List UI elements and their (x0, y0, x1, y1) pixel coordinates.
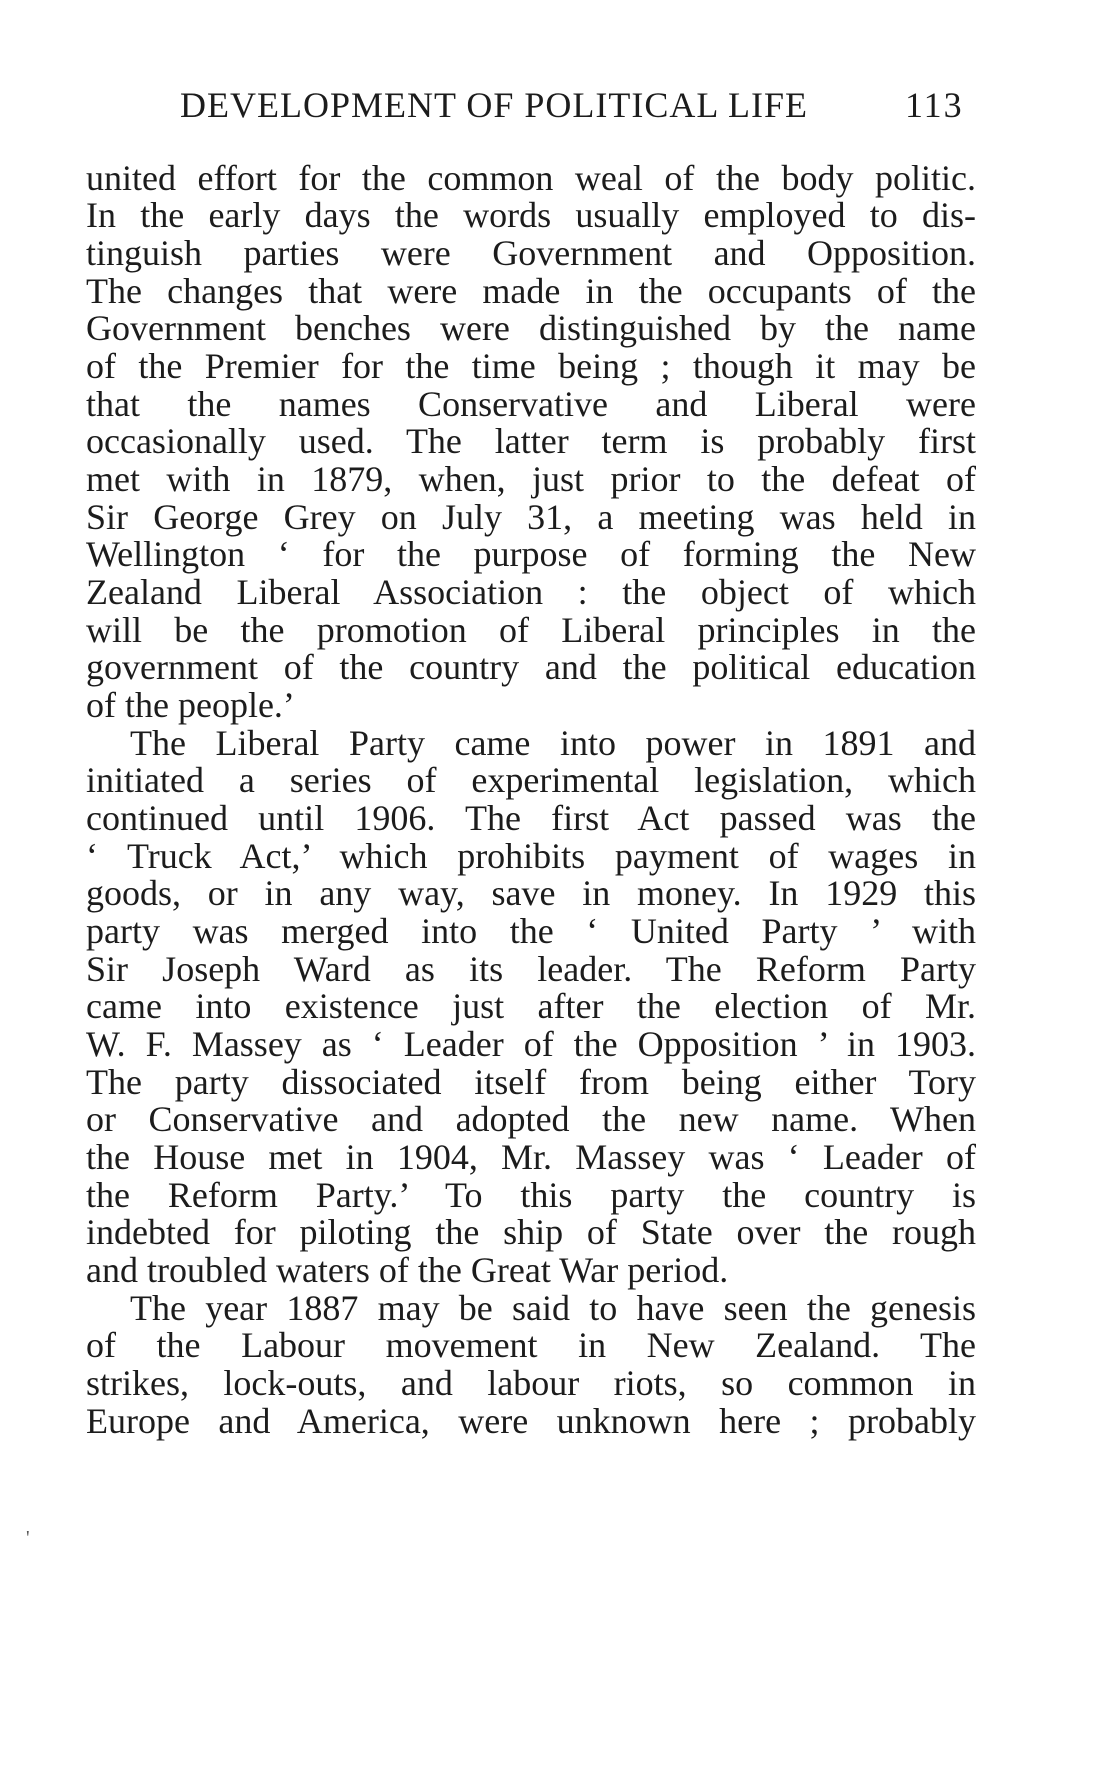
paragraph-first-line: The Liberal Party came into power in 1891 and (130, 723, 976, 763)
text-line: that the names Conservative and Liberal were (86, 384, 976, 424)
text-line: strikes, lock-outs, and labour riots, so common in (86, 1363, 976, 1403)
text-line: occasionally used. The latter term is probably first (86, 421, 976, 461)
text-line: tinguish parties were Government and Opposition. (86, 233, 976, 273)
text-line: ‘ Truck Act,’ which prohibits payment of wages in (86, 836, 976, 876)
running-title: DEVELOPMENT OF POLITICAL LIFE (180, 85, 808, 125)
text-line: or Conservative and adopted the new name. When (86, 1099, 976, 1139)
page-number: 113 (905, 85, 964, 125)
text-line: The changes that were made in the occupants of the (86, 271, 976, 311)
text-line: Sir George Grey on July 31, a meeting was held in (86, 497, 976, 537)
text-line: initiated a series of experimental legislation, which (86, 760, 976, 800)
text-line: Wellington ‘ for the purpose of forming the New (86, 534, 976, 574)
text-line: W. F. Massey as ‘ Leader of the Opposition ’ in 1903. (86, 1024, 976, 1064)
text-line: came into existence just after the election of Mr. (86, 986, 976, 1026)
text-line: goods, or in any way, save in money. In 1929 this (86, 873, 976, 913)
text-line: Zealand Liberal Association : the object of which (86, 572, 976, 612)
text-line: united effort for the common weal of the body politic. (86, 158, 976, 198)
text-line: party was merged into the ‘ United Party ’ with (86, 911, 976, 951)
text-line: In the early days the words usually employed to dis- (86, 195, 976, 235)
text-line: indebted for piloting the ship of State over the rough (86, 1212, 976, 1252)
text-line: Government benches were distinguished by the name (86, 308, 976, 348)
text-line: Europe and America, were unknown here ; probably (86, 1401, 976, 1441)
paragraph-first-line: The year 1887 may be said to have seen the genesis (130, 1288, 976, 1328)
text-line: and troubled waters of the Great War period. (86, 1250, 729, 1290)
margin-mark: ' (26, 1527, 30, 1549)
text-line: government of the country and the political education (86, 647, 976, 687)
text-line: the House met in 1904, Mr. Massey was ‘ Leader of (86, 1137, 976, 1177)
text-line: will be the promotion of Liberal principles in the (86, 610, 976, 650)
text-line: continued until 1906. The first Act passed was the (86, 798, 976, 838)
text-line: of the people.’ (86, 685, 295, 725)
running-head (0, 84, 1114, 124)
text-line: Sir Joseph Ward as its leader. The Reform Party (86, 949, 976, 989)
text-line: of the Premier for the time being ; though it may be (86, 346, 976, 386)
text-line: The party dissociated itself from being either Tory (86, 1062, 976, 1102)
text-line: the Reform Party.’ To this party the country is (86, 1175, 976, 1215)
text-line: of the Labour movement in New Zealand. The (86, 1325, 976, 1365)
text-line: met with in 1879, when, just prior to the defeat of (86, 459, 976, 499)
